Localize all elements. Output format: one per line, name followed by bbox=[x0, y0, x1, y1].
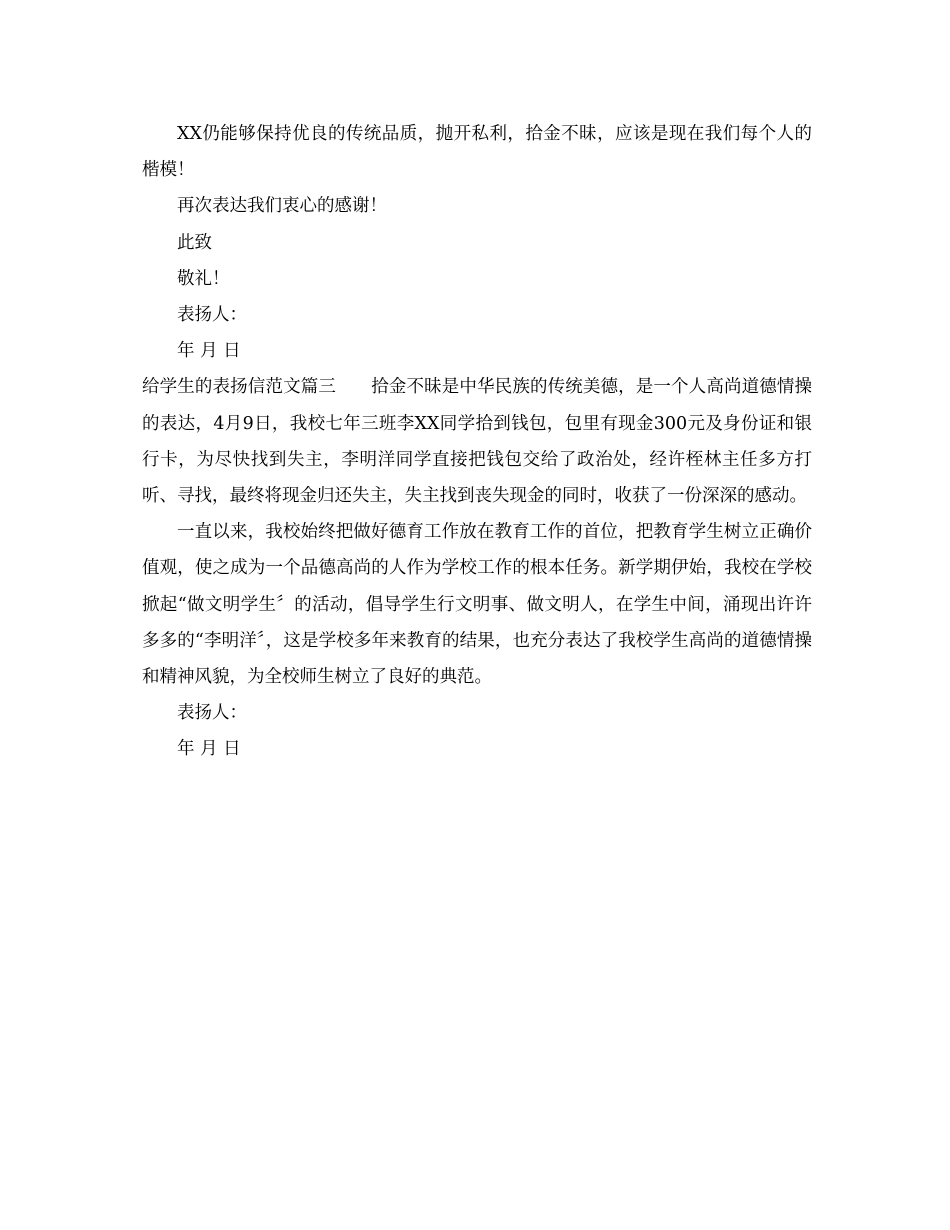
paragraph-praise-closing: XX仍能够保持优良的传统品质，抛开私利，拾金不昧，应该是现在我们每个人的楷模！ bbox=[142, 124, 812, 181]
document-body bbox=[142, 116, 812, 768]
paragraph-thanks: 再次表达我们衷心的感谢！ bbox=[177, 196, 387, 217]
date-line: 年 月 日 bbox=[177, 341, 241, 362]
signature-label-second: 表扬人： bbox=[177, 703, 247, 724]
paragraph-sample-three: 给学生的表扬信范文篇三 拾金不昧是中华民族的传统美德，是一个人高尚道德情操的表达，4月9日，我校七年三班李XX同学拾到钱包，包里有现金300元及身份证和银行卡，为尽快找到失主，李明洋同学直接把钱包交给了政治处，经许桎林主任多方打听、寻找，最终将现金归还失主，失主找到丧失现金的同时，收获了一份深深的感动。 bbox=[142, 377, 812, 507]
signature-label: 表扬人： bbox=[177, 305, 247, 326]
paragraph-regards: 敬礼！ bbox=[177, 268, 230, 289]
paragraph-salutation: 此致 bbox=[177, 232, 212, 253]
date-line-second: 年 月 日 bbox=[177, 739, 241, 760]
paragraph-moral-education: 一直以来，我校始终把做好德育工作放在教育工作的首位，把教育学生树立正确价值观，使之成为一个品德高尚的人作为学校工作的根本任务。新学期伊始，我校在学校掀起“做文明学生〞的活动，倡导学生行文明事、做文明人，在学生中间，涌现出许许多多的“李明洋〞，这是学校多年来教育的结果，也充分表达了我校学生高尚的道德情操和精神风貌，为全校师生树立了良好的典范。 bbox=[142, 522, 812, 688]
